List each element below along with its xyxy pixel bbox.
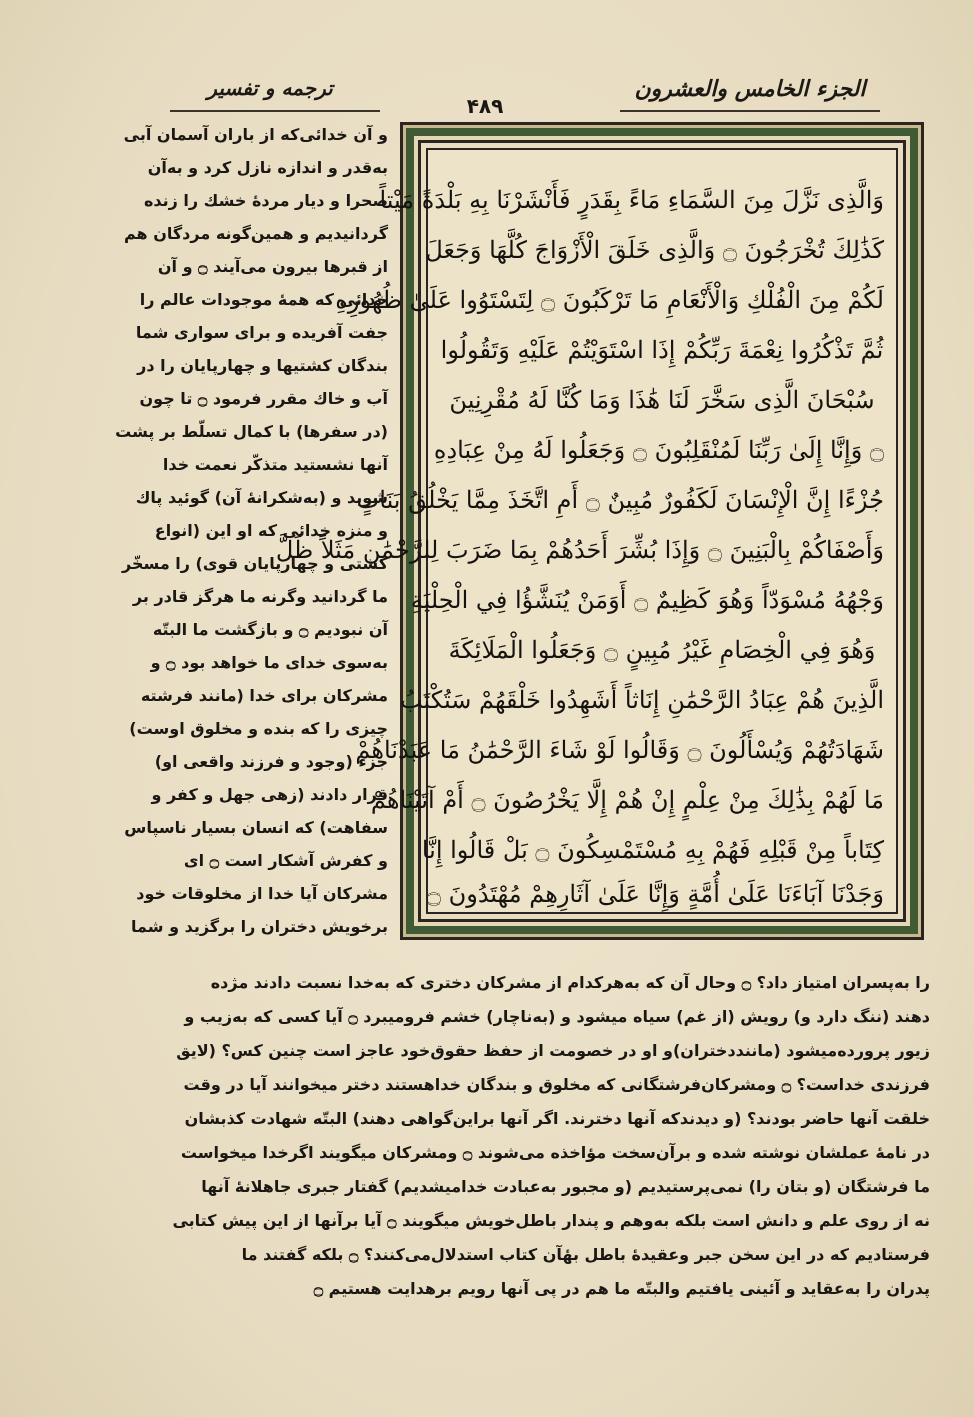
commentary-line: به‌قدر و اندازه نازل کرد و به‌آن xyxy=(147,158,388,177)
commentary-line: مشرکان برای خدا (مانند فرشته xyxy=(140,686,388,705)
commentary-line: از قبرها بیرون می‌آیند ۝ و آن xyxy=(157,257,388,276)
commentary-line: (در سفرها) با کمال تسلّط بر پشت xyxy=(115,422,388,441)
commentary-line: قرار دادند (زهی جهل و کفر و xyxy=(151,785,388,804)
quran-line: وَهُوَ فِي الْخِصَامِ غَيْرُ مُبِينٍ ۝ وَجَعَلُوا الْمَلَائِكَةَ xyxy=(448,636,876,664)
commentary-line: زیور پرورده‌میشود (مانند‌دختران)و او در خصومت از حفظ حقوق‌خود عاجز است چنین کس؟ (لایق xyxy=(176,1041,930,1060)
commentary-line: فرستادیم که در این سخن جبر وعقیدهٔ باطل بهٔآن کتاب استدلال‌می‌کنند؟ ۝ بلکه گفتند ما xyxy=(241,1245,930,1264)
quran-line: كَذَٰلِكَ تُخْرَجُونَ ۝ وَالَّذِى خَلَقَ الْأَزْوَاجَ كُلَّهَا وَجَعَلَ xyxy=(425,236,884,264)
commentary-line: فرزندی خداست؟ ۝ ومشرکان‌فرشتگانی که مخلوق و بندگان خداهستند دختر میخوانند آیا در وقت xyxy=(183,1075,930,1094)
commentary-line: پدران را به‌عقاید و آئینی یافتیم والبتّه ما هم در پی آنها رویم برهدایت هستیم ۝ xyxy=(313,1279,930,1298)
commentary-line: بندگان کشتیها و چهارپایان را در xyxy=(137,356,388,375)
commentary-line: و کفرش آشکار است ۝ ای xyxy=(183,851,388,870)
quran-line: مَا لَهُمْ بِذَٰلِكَ مِنْ عِلْمٍ إِنْ هُمْ إِلَّا يَخْرُصُونَ ۝ أَمْ آتَيْنَاهُمْ xyxy=(370,786,884,814)
commentary-line: شوید و (به‌شکرانهٔ آن) گوئید پاك xyxy=(135,488,388,507)
commentary-line: دهند (ننگ دارد و) رویش (از غم) سیاه میشود و (به‌ناچار) خشم فرومیبرد ۝ آیا کسی که به‌زیب و xyxy=(184,1007,930,1026)
header-rule-left xyxy=(170,110,380,112)
quran-line: وَالَّذِى نَزَّلَ مِنَ السَّمَاءِ مَاءً بِقَدَرٍ فَأَنْشَرْنَا بِهِ بَلْدَةً مَيْتاً xyxy=(379,186,884,214)
header-rule-right xyxy=(620,110,880,112)
commentary-line: و منزه خدائی که او این (انواع xyxy=(154,521,388,540)
commentary-line: صحرا و دیار مردهٔ خشك را زنده xyxy=(143,191,388,210)
quran-line: لَكُمْ مِنَ الْفُلْكِ وَالْأَنْعَامِ مَا تَرْكَبُونَ ۝ لِتَسْتَوُوا عَلَىٰ ظُهُورِهِ xyxy=(335,286,884,314)
quran-line: وَجَدْنَا آبَاءَنَا عَلَىٰ أُمَّةٍ وَإِنَّا عَلَىٰ آثَارِهِمْ مُهْتَدُونَ ۝ xyxy=(426,880,884,908)
page-number: ۴۸۹ xyxy=(466,94,504,118)
quran-line: وَجْهُهُ مُسْوَدّاً وَهُوَ كَظِيمٌ ۝ أَوَمَنْ يُنَشَّؤُا فِي الْحِلْيَةِ xyxy=(410,586,884,614)
quran-line: شَهَادَتُهُمْ وَيُسْأَلُونَ ۝ وَقَالُوا لَوْ شَاءَ الرَّحْمَٰنُ مَا عَبَدْنَاهُمْ xyxy=(355,736,884,764)
commentary-line: نه از روی علم و دانش است بلکه به‌وهم و پندار باطل‌خویش میگویند ۝ آیا برآنها از این پیش کتابی xyxy=(172,1211,930,1230)
commentary-line: ما فرشتگان (و بتان را) نمی‌پرستیدیم (و مجبور به‌عبادت خدامیشدیم) گفتار جبری جاهلانهٔ آنها xyxy=(201,1177,930,1196)
commentary-line: ما گردانید وگرنه ما هرگز قادر بر xyxy=(132,587,388,606)
commentary-line: کشتی و چهارپایان قوی) را مسخّر xyxy=(122,554,388,573)
commentary-line: مشرکان آیا خدا از مخلوقات خود xyxy=(136,884,388,903)
header-juz-title: الجزء الخامس والعشرون xyxy=(634,76,866,102)
commentary-line: آن نبودیم ۝ و بازگشت ما البتّه xyxy=(152,620,388,639)
quran-line: الَّذِينَ هُمْ عِبَادُ الرَّحْمَٰنِ إِنَاثاً أَشَهِدُوا خَلْقَهُمْ سَتُكْتَبُ xyxy=(399,686,884,714)
commentary-line: و آن خدائی‌که از باران آسمان آبی xyxy=(123,125,388,144)
commentary-line: چیزی را که بنده و مخلوق اوست) xyxy=(129,719,388,738)
commentary-line: آنها نشستید متذکّر نعمت خدا xyxy=(162,455,388,474)
commentary-line: آب و خاك مقرر فرمود ۝ تا چون xyxy=(139,389,388,408)
commentary-line: برخویش دختران را برگزید و شما xyxy=(131,917,388,936)
commentary-line: را به‌پسران امتیاز داد؟ ۝ وحال آن که به‌هرکدام از مشرکان دختری که به‌خدا نسبت دادند مژده xyxy=(210,973,930,992)
commentary-line: در نامهٔ عملشان نوشته شده و برآن‌سخت مؤاخذه می‌شوند ۝ ومشرکان میگویند اگرخدا میخواست xyxy=(180,1143,930,1162)
commentary-line: سفاهت) که انسان بسیار ناسپاس xyxy=(124,818,388,837)
commentary-line: به‌سوی خدای ما خواهد بود ۝ و xyxy=(150,653,388,672)
commentary-line: جزء (وجود و فرزند واقعی او) xyxy=(154,752,388,771)
quran-line: ثُمَّ تَذْكُرُوا نِعْمَةَ رَبِّكُمْ إِذَا اسْتَوَيْتُمْ عَلَيْهِ وَتَقُولُوا xyxy=(440,336,884,364)
commentary-line: خدائی که همهٔ موجودات عالم را xyxy=(139,290,388,309)
quran-line: كِتَاباً مِنْ قَبْلِهِ فَهُمْ بِهِ مُسْتَمْسِكُونَ ۝ بَلْ قَالُوا إِنَّا xyxy=(421,836,884,864)
commentary-line: گردانیدیم و همین‌گونه مردگان هم xyxy=(124,224,388,243)
quran-line: جُزْءًا إِنَّ الْإِنْسَانَ لَكَفُورٌ مُبِينٌ ۝ أَمِ اتَّخَذَ مِمَّا يَخْلُقُ بَنَاتٍ xyxy=(356,486,884,514)
commentary-line: خلقت آنها حاضر بودند؟ (و دیدندکه آنها دخترند. اگر آنها براین‌گواهی دهند) البتّه شهادت کذبشان xyxy=(184,1109,930,1128)
quran-line: ۝ وَإِنَّا إِلَىٰ رَبِّنَا لَمُنْقَلِبُونَ ۝ وَجَعَلُوا لَهُ مِنْ عِبَادِهِ xyxy=(433,436,884,464)
quran-line: وَأَصْفَاكُمْ بِالْبَنِينَ ۝ وَإِذَا بُشِّرَ أَحَدُهُمْ بِمَا ضَرَبَ لِلرَّحْمَٰنِ مَثَلاً ظَلَّ xyxy=(275,536,884,564)
header-translation-title: ترجمه و تفسیر xyxy=(207,76,333,100)
quran-line: سُبْحَانَ الَّذِى سَخَّرَ لَنَا هَٰذَا وَمَا كُنَّا لَهُ مُقْرِنِينَ xyxy=(449,386,875,414)
commentary-line: جفت آفریده و برای سواری شما xyxy=(135,323,388,342)
